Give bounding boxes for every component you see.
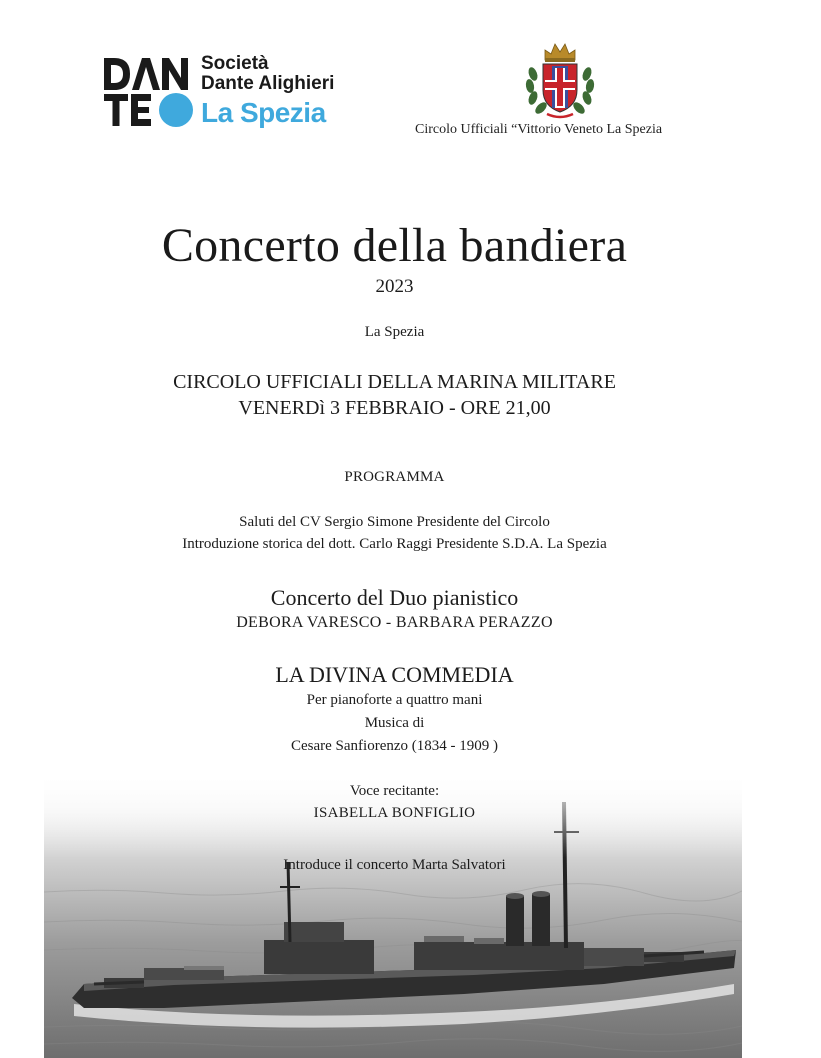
work-title: LA DIVINA COMMEDIA: [275, 662, 514, 687]
logo-dante-alighieri: Dante Alighieri: [201, 73, 335, 94]
work-subtitle: Per pianoforte a quattro mani: [306, 692, 483, 708]
concerto-title: Concerto del Duo pianistico: [270, 585, 519, 610]
logo-societa: Società: [201, 53, 269, 74]
logo-la-spezia: La Spezia: [201, 97, 326, 128]
venue-name: CIRCOLO UFFICIALI DELLA MARINA MILITARE: [173, 371, 616, 393]
event-city: La Spezia: [364, 324, 425, 340]
event-date-time: VENERDì 3 FEBBRAIO - ORE 21,00: [238, 397, 551, 419]
dante-alighieri-logo: [104, 56, 194, 128]
voce-recitante-label: Voce recitante:: [349, 783, 440, 799]
programma-saluti: Saluti del CV Sergio Simone Presidente del Circolo: [239, 514, 550, 530]
programma-heading: PROGRAMMA: [344, 469, 445, 485]
event-year: 2023: [375, 276, 414, 297]
voce-recitante-name: ISABELLA BONFIGLIO: [313, 805, 476, 821]
circolo-crest-icon: [521, 38, 599, 120]
work-composer: Cesare Sanfiorenzo (1834 - 1909 ): [290, 738, 499, 754]
page-title: Concerto della bandiera: [161, 219, 628, 272]
dante-logo-text: [201, 54, 334, 130]
programma-introduzione: Introduzione storica del dott. Carlo Raggi Presidente S.D.A. La Spezia: [182, 536, 607, 552]
circolo-ufficiali-label: Circolo Ufficiali “Vittorio Veneto La Spezia: [415, 122, 663, 137]
work-musica-label: Musica di: [364, 715, 425, 731]
performers: DEBORA VARESCO - BARBARA PERAZZO: [236, 614, 553, 631]
introduce-concerto: Introduce il concerto Marta Salvatori: [283, 857, 506, 873]
